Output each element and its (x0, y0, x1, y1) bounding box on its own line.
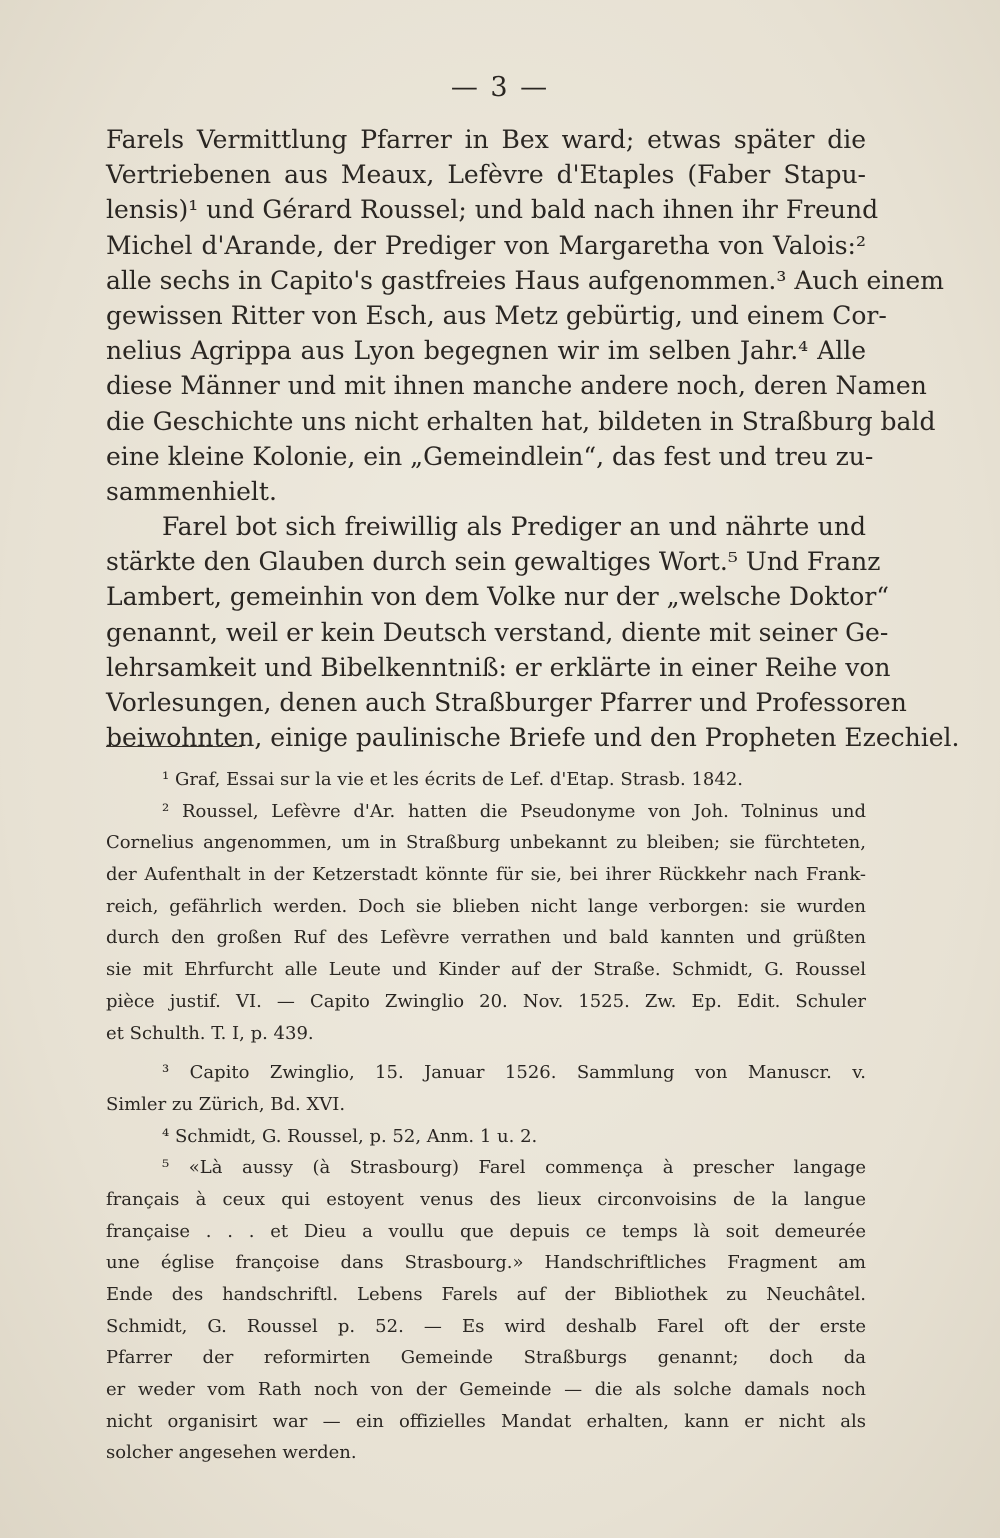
footnote-line: Cornelius angenommen, um in Straßburg unbekannt zu bleiben; sie fürchteten, (106, 832, 866, 854)
footnote-line: Schmidt, G. Roussel p. 52. — Es wird deshalb Farel oft der erste (106, 1315, 866, 1337)
footnote-line: reich, gefährlich werden. Doch sie blieben nicht lange verborgen: sie wurden (106, 895, 866, 917)
footnote-line: une église françoise dans Strasbourg.» Handschriftliches Fragment am (106, 1252, 866, 1274)
text-line: sammenhielt. (106, 476, 277, 506)
footnote-line: er weder vom Rath noch von der Gemeinde — die als solche damals noch (106, 1379, 866, 1401)
footnote-line: Pfarrer der reformirten Gemeinde Straßburgs genannt; doch da (106, 1347, 866, 1369)
footnote-line: française . . . et Dieu a voullu que depuis ce temps là soit demeurée (106, 1220, 866, 1242)
footnote-line: der Aufenthalt in der Ketzerstadt könnte für sie, bei ihrer Rückkehr nach Frank- (106, 864, 866, 886)
footnote-3: ³ Capito Zwinglio, 15. Januar 1526. Sammlung von Manuscr. v. (162, 1062, 866, 1084)
text-line: genannt, weil er kein Deutsch verstand, diente mit seiner Ge- (106, 617, 889, 647)
text-line: nelius Agrippa aus Lyon begegnen wir im selben Jahr.⁴ Alle (106, 336, 866, 366)
footnote-line: nicht organisirt war — ein offizielles Mandat erhalten, kann er nicht als (106, 1410, 866, 1432)
footnote-line: Simler zu Zürich, Bd. XVI. (106, 1093, 346, 1115)
footnote-line: pièce justif. VI. — Capito Zwinglio 20. Nov. 1525. Zw. Ep. Edit. Schuler (106, 990, 866, 1012)
text-line: die Geschichte uns nicht erhalten hat, bildeten in Straßburg bald (106, 406, 936, 436)
text-line: Vertriebenen aus Meaux, Lefèvre d'Etaples (Faber Stapu- (106, 160, 866, 190)
text-line: alle sechs in Capito's gastfreies Haus aufgenommen.³ Auch einem (106, 265, 944, 295)
text-line: stärkte den Glauben durch sein gewaltiges Wort.⁵ Und Franz (106, 547, 881, 577)
text-line: gewissen Ritter von Esch, aus Metz gebürtig, und einem Cor- (106, 300, 887, 330)
footnote-4: ⁴ Schmidt, G. Roussel, p. 52, Anm. 1 u. 2. (162, 1125, 538, 1147)
text-line: eine kleine Kolonie, ein „Gemeindlein“, das fest und treu zu- (106, 441, 874, 471)
footnote-line: solcher angesehen werden. (106, 1442, 357, 1464)
text-line: Lambert, gemeinhin von dem Volke nur der „welsche Doktor“ (106, 582, 890, 612)
page-number: — 3 — (450, 72, 550, 103)
footnote-5: ⁵ «Là aussy (à Strasbourg) Farel commença à prescher langage (162, 1157, 866, 1179)
text-line: Michel d'Arande, der Prediger von Margaretha von Valois:² (106, 230, 866, 260)
main-text-block (106, 122, 960, 755)
footnote-2: ² Roussel, Lefèvre d'Ar. hatten die Pseudonyme von Joh. Tolninus und (162, 800, 866, 822)
footnote-line: sie mit Ehrfurcht alle Leute und Kinder auf der Straße. Schmidt, G. Roussel (106, 959, 866, 981)
footnote-line: et Schulth. T. I, p. 439. (106, 1022, 314, 1044)
text-line: diese Männer und mit ihnen manche andere noch, deren Namen (106, 371, 927, 401)
text-line: Vorlesungen, denen auch Straßburger Pfarrer und Professoren (106, 688, 907, 717)
footnote-line: durch den großen Ruf des Lefèvre verrathen und bald kannten und grüßten (106, 927, 866, 949)
footnote-line: Ende des handschriftl. Lebens Farels auf der Bibliothek zu Neuchâtel. (106, 1284, 866, 1305)
text-line: lehrsamkeit und Bibelkenntniß: er erklärte in einer Reihe von (106, 652, 891, 682)
footnote-1: ¹ Graf, Essai sur la vie et les écrits de Lef. d'Etap. Strasb. 1842. (162, 769, 744, 790)
text-line: beiwohnten, einige paulinische Briefe und den Propheten Ezechiel. (106, 723, 960, 753)
footnote-divider (106, 746, 242, 747)
footnote-line: français à ceux qui estoyent venus des lieux circonvoisins de la langue (106, 1188, 866, 1210)
text-line: Farel bot sich freiwillig als Prediger an und nährte und (162, 512, 866, 542)
text-line: Farels Vermittlung Pfarrer in Bex ward; etwas später die (106, 125, 866, 154)
footnotes-block (106, 764, 866, 1469)
text-line: lensis)¹ und Gérard Roussel; und bald nach ihnen ihr Freund (106, 195, 879, 225)
